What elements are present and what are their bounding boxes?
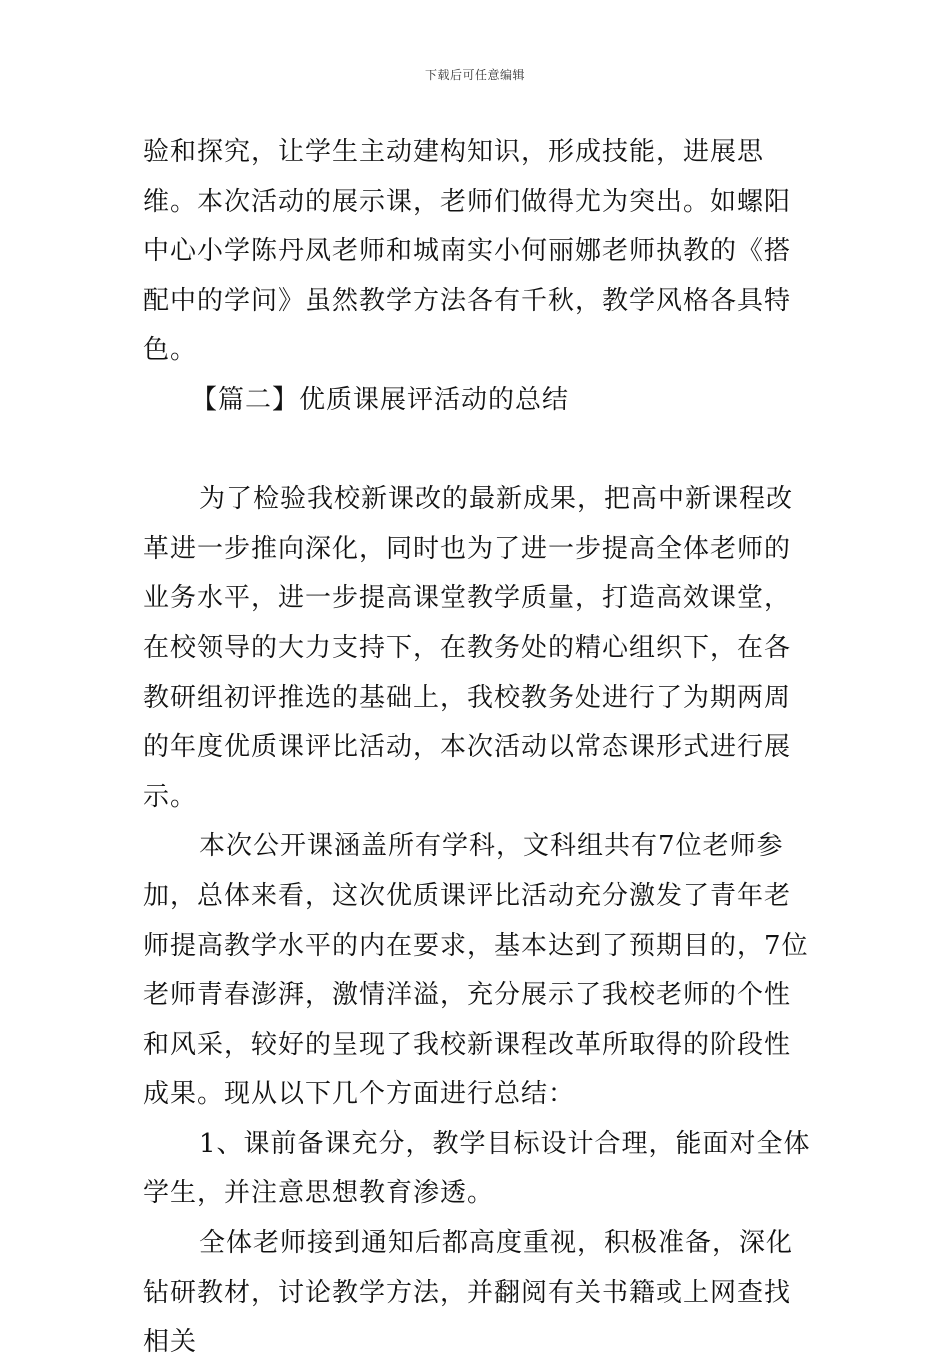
page-header: 下载后可任意编辑 — [424, 68, 525, 82]
paragraph-detail: 全体老师接到通知后都高度重视，积极准备，深化钻研教材，讨论教学方法，并翻阅有关书籍或上网查找相关 — [143, 1228, 794, 1358]
paragraph-intro: 为了检验我校新课改的最新成果，把高中新课程改革进一步推向深化，同时也为了进一步提高全体老师的业务水平，进一步提高课堂教学质量，打造高效课堂，在校领导的大力支持下，在教务处的精心组织下，在各教研组初评推选的基础上，我校教务处进行了为期两周的年度优质课评比活动，本次活动以常态课形式进行展示。 — [143, 484, 794, 812]
paragraph-continuation: 验和探究，让学生主动建构知识，形成技能，进展思维。本次活动的展示课，老师们做得尤为突出。如螺阳中心小学陈丹凤老师和城南实小何丽娜老师执教的《搭配中的学问》虽然教学方法各有千秋，教学风格各具特色。 — [143, 137, 792, 366]
paragraph-point-1: 1、课前备课充分，教学目标设计合理，能面对全体学生，并注意思想教育渗透。 — [143, 1128, 811, 1209]
paragraph-overview: 本次公开课涵盖所有学科，文科组共有7位老师参加，总体来看，这次优质课评比活动充分激发了青年老师提高教学水平的内在要求，基本达到了预期目的，7位老师青春澎湃，激情洋溢，充分展示了我校老师的个性和风采，较好的呈现了我校新课程改革所取得的阶段性成果。现从以下几个方面进行总结： — [143, 831, 809, 1110]
section-heading: 【篇二】优质课展评活动的总结 — [191, 384, 570, 415]
document-body — [143, 128, 813, 1368]
blank-line — [143, 426, 813, 476]
